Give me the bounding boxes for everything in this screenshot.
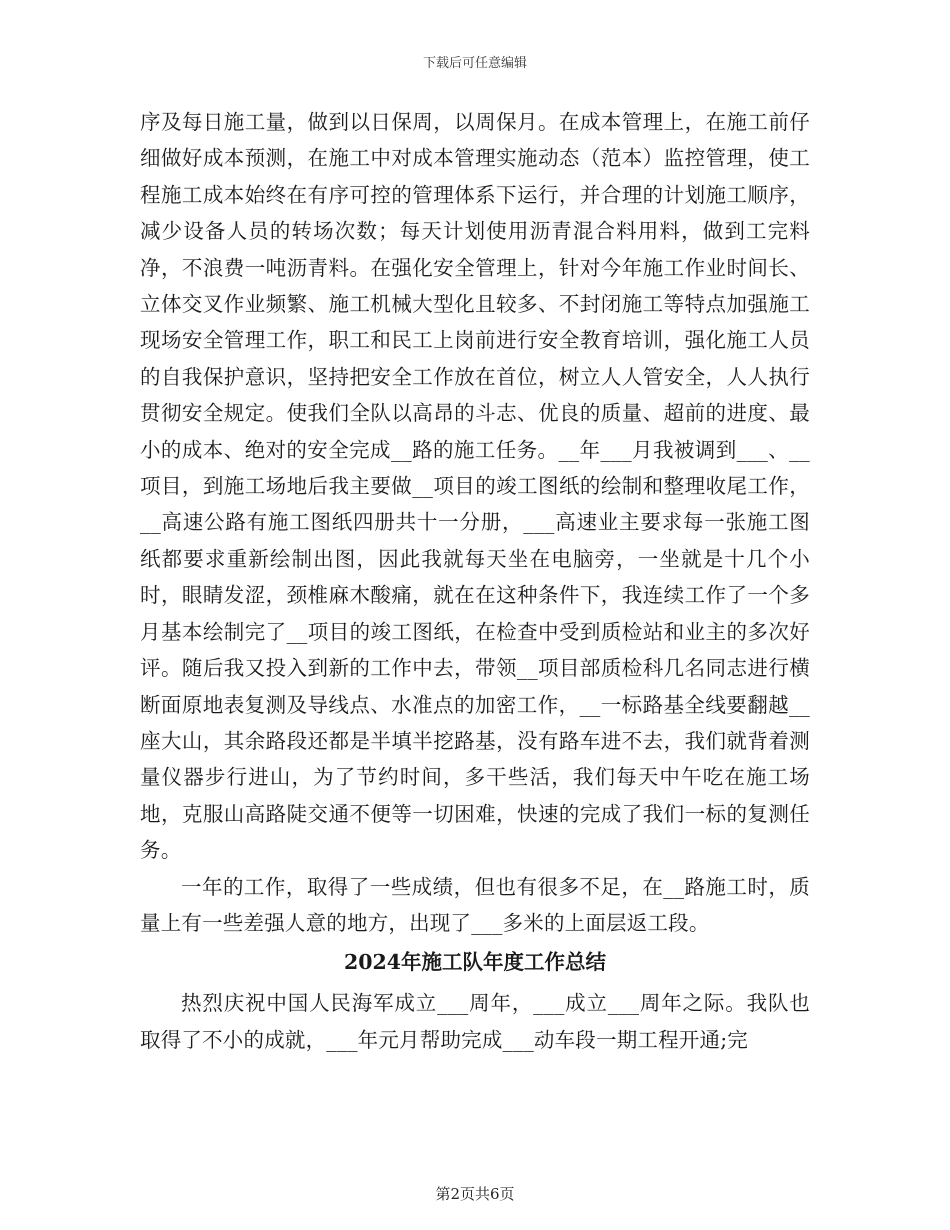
paragraph-summary: 一年的工作，取得了一些成绩，但也有很多不足，在__路施工时，质量上有一些差强人意的地方，出现了___多米的上面层返工段。 [140, 874, 810, 935]
header-note: 下载后可任意编辑 [422, 56, 527, 71]
document-body [140, 104, 810, 1058]
paragraph-intro: 热烈庆祝中国人民海军成立___周年，___成立___周年之际。我队也取得了不小的成就，___年元月帮助完成___动车段一期工程开通;完 [140, 991, 810, 1052]
page-number: 第2页共6页 [435, 1185, 515, 1203]
section-title: 2024年施工队年度工作总结 [343, 950, 607, 975]
paragraph-continued: 序及每日施工量，做到以日保周，以周保月。在成本管理上，在施工前仔细做好成本预测，在施工中对成本管理实施动态（范本）监控管理，使工程施工成本始终在有序可控的管理体系下运行，并合理的计划施工顺序，减少设备人员的转场次数；每天计划使用沥青混合料用料，做到工完料净，不浪费一吨沥青料。在强化安全管理上，针对今年施工作业时间长、立体交叉作业频繁、施工机械大型化且较多、不封闭施工等特点加强施工现场安全管理工作，职工和民工上岗前进行安全教育培训，强化施工人员的自我保护意识，坚持把安全工作放在首位，树立人人管安全，人人执行贯彻安全规定。使我们全队以高昂的斗志、优良的质量、超前的进度、最小的成本、绝对的安全完成__路的施工任务。__年___月我被调到___、__项目，到施工场地后我主要做__项目的竣工图纸的绘制和整理收尾工作，__高速公路有施工图纸四册共十一分册，___高速业主要求每一张施工图纸都要求重新绘制出图，因此我就每天坐在电脑旁，一坐就是十几个小时，眼睛发涩，颈椎麻木酸痛，就在在这种条件下，我连续工作了一个多月基本绘制完了__项目的竣工图纸，在检查中受到质检站和业主的多次好评。随后我又投入到新的工作中去，带领__项目部质检科几名同志进行横断面原地表复测及导线点、水准点的加密工作，__一标路基全线要翻越__座大山，其余路段还都是半填半挖路基，没有路车进不去，我们就背着测量仪器步行进山，为了节约时间，多干些活，我们每天中午吃在施工场地，克服山高路陡交通不便等一切困难，快速的完成了我们一标的复测任务。 [140, 110, 810, 863]
